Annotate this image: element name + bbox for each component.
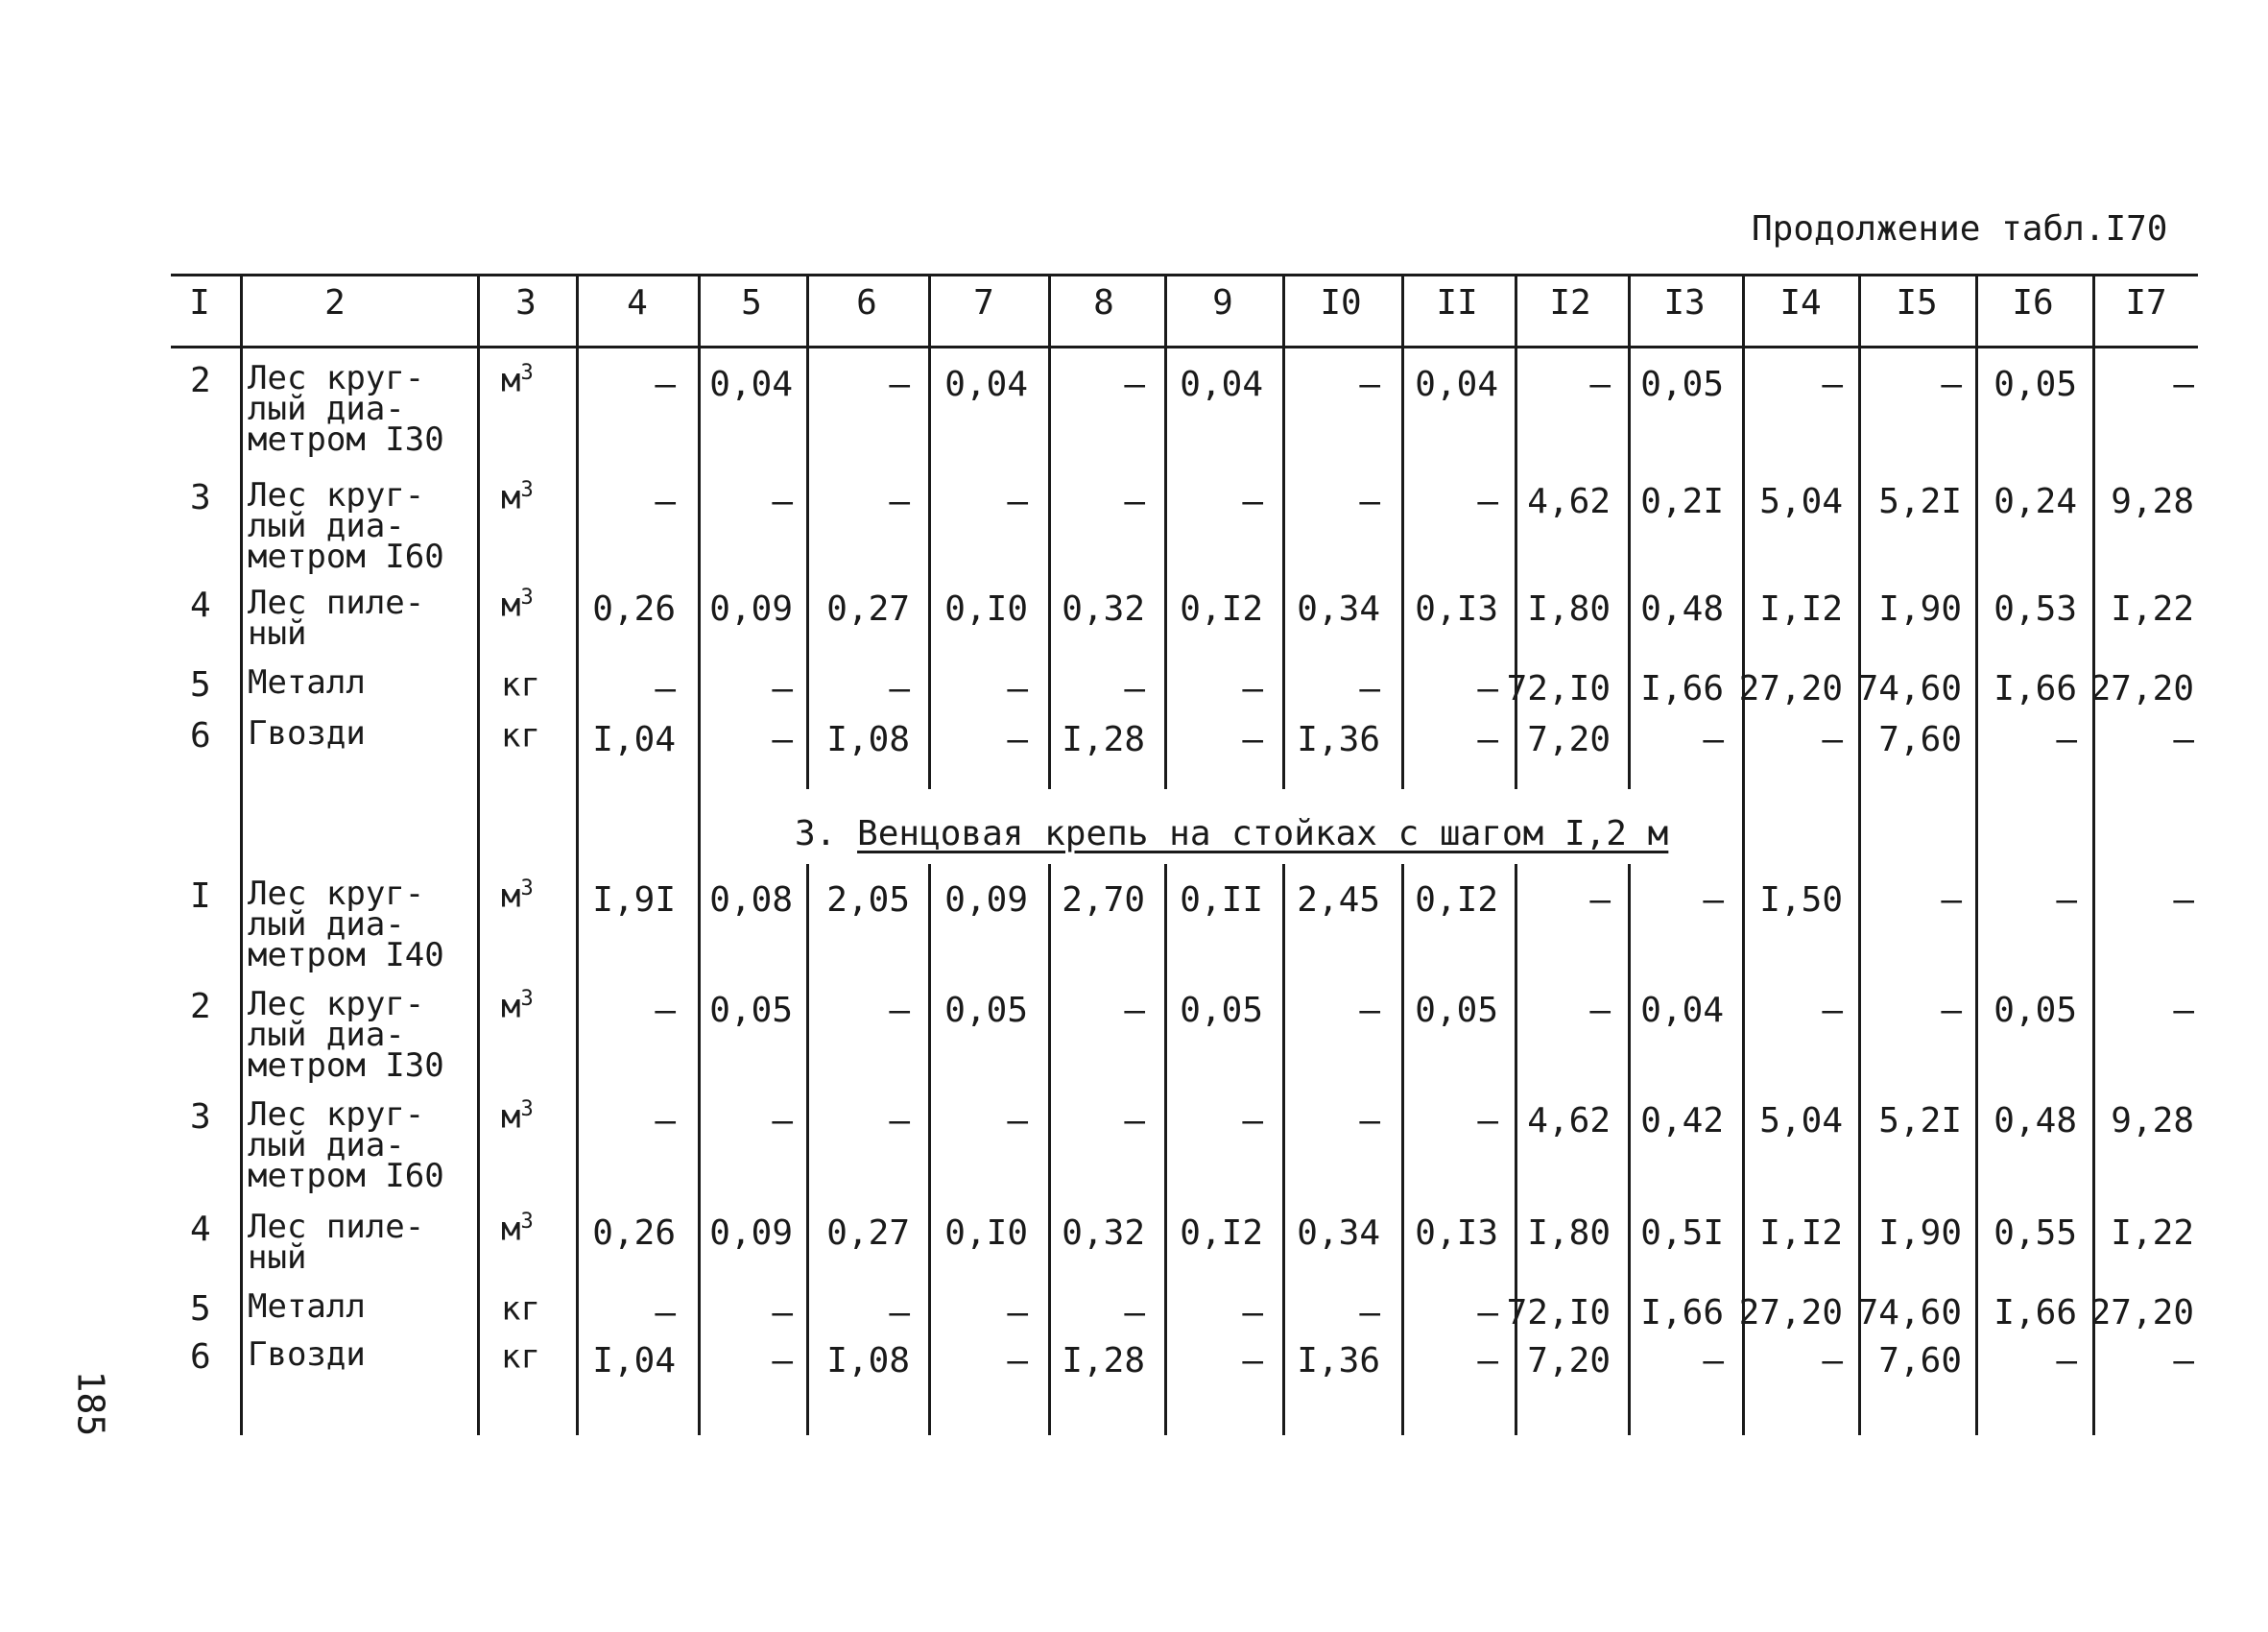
table-cell: –: [1359, 1101, 1380, 1140]
table-cell: –: [2173, 880, 2194, 920]
table-cell: 0,34: [1297, 1213, 1380, 1253]
unit-text: кг: [501, 1289, 540, 1329]
column-divider: [1858, 274, 1861, 1435]
row-number: I: [190, 876, 211, 916]
unit-label: [501, 361, 534, 399]
unit-text: м: [501, 586, 521, 625]
resource-name: Лес пиле- ный: [248, 584, 425, 653]
resource-name: Лес круг- лый диа- метром I60: [248, 1095, 444, 1195]
table-cell: –: [2056, 1341, 2077, 1380]
unit-text: кг: [501, 716, 540, 756]
table-top-rule: [171, 274, 2198, 276]
header-bottom-rule: [171, 346, 2198, 348]
table-cell: –: [1822, 720, 1843, 759]
column-header: I0: [1320, 283, 1362, 323]
table-cell: I,9I: [592, 880, 676, 920]
table-cell: –: [1007, 669, 1028, 708]
column-divider: [1515, 274, 1517, 789]
row-number: 6: [190, 716, 211, 756]
column-header: II: [1436, 283, 1478, 323]
table-cell: 0,08: [709, 880, 793, 920]
unit-label: [501, 1210, 534, 1248]
unit-text: м: [501, 478, 521, 517]
resource-name: Металл: [248, 1287, 366, 1326]
resource-name: Лес круг- лый диа- метром I30: [248, 985, 444, 1085]
table-cell: I,22: [2111, 589, 2194, 629]
table-cell: 27,20: [1738, 669, 1843, 708]
unit-label: [501, 478, 534, 516]
table-cell: –: [1589, 991, 1611, 1030]
unit-superscript: 3: [520, 987, 534, 1011]
table-cell: –: [772, 720, 793, 759]
table-cell: –: [772, 1341, 793, 1380]
resource-name: Гвозди: [248, 714, 366, 753]
table-cell: –: [1007, 482, 1028, 521]
section-title: [795, 814, 1668, 853]
table-cell: –: [1359, 482, 1380, 521]
table-cell: –: [1359, 991, 1380, 1030]
table-cell: –: [889, 365, 910, 404]
table-cell: I,22: [2111, 1213, 2194, 1253]
table-cell: 0,48: [1993, 1101, 2077, 1140]
table-cell: –: [655, 669, 676, 708]
table-cell: I,36: [1297, 1341, 1380, 1380]
column-divider: [1164, 274, 1167, 789]
column-header: I: [189, 283, 210, 323]
table-cell: 0,2I: [1640, 482, 1724, 521]
column-divider: [698, 274, 701, 1435]
table-cell: 72,I0: [1506, 1293, 1611, 1332]
resource-name: Лес круг- лый диа- метром I30: [248, 359, 444, 459]
unit-text: м: [501, 876, 521, 916]
table-cell: 5,04: [1759, 482, 1843, 521]
column-header: I7: [2125, 283, 2167, 323]
table-cell: 2,70: [1062, 880, 1145, 920]
table-cell: I,I2: [1759, 589, 1843, 629]
table-cell: 0,I0: [944, 1213, 1028, 1253]
table-cell: 0,05: [1640, 365, 1724, 404]
table-cell: –: [772, 669, 793, 708]
table-cell: –: [1477, 1293, 1498, 1332]
table-cell: –: [2056, 880, 2077, 920]
table-cell: 4,62: [1527, 1101, 1611, 1140]
table-cell: 74,60: [1857, 1293, 1962, 1332]
row-number: 5: [190, 665, 211, 705]
table-cell: –: [1124, 1293, 1145, 1332]
unit-text: кг: [501, 1337, 540, 1377]
table-cell: –: [1589, 365, 1611, 404]
column-divider: [1282, 274, 1285, 789]
table-cell: I,04: [592, 720, 676, 759]
table-cell: –: [655, 991, 676, 1030]
table-cell: –: [889, 1293, 910, 1332]
table-cell: I,36: [1297, 720, 1380, 759]
table-cell: –: [1007, 720, 1028, 759]
unit-text: м: [501, 1097, 521, 1137]
table-cell: 27,20: [2089, 1293, 2194, 1332]
table-cell: 0,04: [709, 365, 793, 404]
table-cell: I,66: [1640, 1293, 1724, 1332]
column-header: 5: [741, 283, 762, 323]
table-caption: Продолжение табл.I70: [1752, 209, 2168, 249]
row-number: 4: [190, 586, 211, 625]
table-cell: 72,I0: [1506, 669, 1611, 708]
table-cell: –: [1007, 1101, 1028, 1140]
column-header: 3: [515, 283, 537, 323]
unit-label: [501, 1289, 540, 1328]
table-cell: I,28: [1062, 720, 1145, 759]
table-cell: 0,26: [592, 1213, 676, 1253]
resource-name: Лес пиле- ный: [248, 1208, 425, 1277]
table-cell: 0,04: [944, 365, 1028, 404]
resource-name: Лес круг- лый диа- метром I40: [248, 875, 444, 974]
table-cell: 7,20: [1527, 1341, 1611, 1380]
table-cell: 5,04: [1759, 1101, 1843, 1140]
table-cell: –: [1007, 1341, 1028, 1380]
table-cell: –: [1242, 720, 1263, 759]
table-cell: I,66: [1640, 669, 1724, 708]
table-cell: I,28: [1062, 1341, 1145, 1380]
table-cell: –: [1359, 669, 1380, 708]
page-number: 185: [69, 1370, 112, 1437]
table-cell: I,08: [826, 720, 910, 759]
table-cell: –: [1242, 482, 1263, 521]
column-divider: [2092, 274, 2095, 1435]
unit-label: [501, 1337, 540, 1376]
table-cell: 5,2I: [1878, 1101, 1962, 1140]
table-cell: –: [1359, 365, 1380, 404]
column-divider: [1401, 274, 1404, 789]
table-cell: 0,27: [826, 1213, 910, 1253]
table-cell: –: [889, 1101, 910, 1140]
column-divider: [1628, 274, 1631, 789]
unit-label: [501, 1097, 534, 1136]
table-cell: I,80: [1527, 589, 1611, 629]
table-cell: –: [889, 482, 910, 521]
unit-superscript: 3: [520, 586, 534, 610]
row-number: 6: [190, 1337, 211, 1377]
table-cell: –: [1822, 1341, 1843, 1380]
table-cell: 0,04: [1180, 365, 1263, 404]
table-cell: –: [1124, 669, 1145, 708]
table-cell: –: [2173, 1341, 2194, 1380]
table-cell: –: [1242, 1341, 1263, 1380]
table-cell: –: [1477, 669, 1498, 708]
table-cell: 0,42: [1640, 1101, 1724, 1140]
table-cell: 74,60: [1857, 669, 1962, 708]
section-title-text: Венцовая крепь на стойках с шагом I,2 м: [857, 814, 1669, 853]
table-cell: 0,05: [709, 991, 793, 1030]
table-cell: –: [1124, 1101, 1145, 1140]
table-cell: I,I2: [1759, 1213, 1843, 1253]
table-cell: –: [655, 1101, 676, 1140]
table-cell: 0,27: [826, 589, 910, 629]
table-cell: –: [1242, 669, 1263, 708]
table-cell: –: [1822, 991, 1843, 1030]
column-header: I5: [1896, 283, 1938, 323]
table-cell: 9,28: [2111, 1101, 2194, 1140]
table-cell: 0,I3: [1415, 1213, 1498, 1253]
section-number: 3.: [795, 814, 837, 853]
table-cell: 0,53: [1993, 589, 2077, 629]
table-cell: 0,05: [1180, 991, 1263, 1030]
column-divider: [1975, 274, 1978, 1435]
table-cell: 0,04: [1415, 365, 1498, 404]
row-number: 2: [190, 987, 211, 1026]
table-cell: 0,05: [1415, 991, 1498, 1030]
column-header: I2: [1549, 283, 1591, 323]
unit-superscript: 3: [520, 876, 534, 900]
table-cell: –: [2173, 720, 2194, 759]
table-cell: –: [655, 1293, 676, 1332]
unit-label: [501, 586, 534, 624]
resource-name: Металл: [248, 663, 366, 702]
column-divider: [576, 274, 579, 1435]
table-cell: 0,04: [1640, 991, 1724, 1030]
table-cell: I,50: [1759, 880, 1843, 920]
column-header: 2: [324, 283, 346, 323]
table-cell: 0,05: [1993, 991, 2077, 1030]
row-number: 2: [190, 361, 211, 400]
table-cell: –: [772, 1101, 793, 1140]
table-cell: 0,26: [592, 589, 676, 629]
unit-text: м: [501, 1210, 521, 1249]
unit-label: [501, 987, 534, 1025]
table-cell: –: [772, 482, 793, 521]
table-cell: –: [1359, 1293, 1380, 1332]
table-cell: 0,05: [1993, 365, 2077, 404]
table-cell: 0,5I: [1640, 1213, 1724, 1253]
table-cell: –: [1589, 880, 1611, 920]
table-cell: –: [889, 669, 910, 708]
row-number: 5: [190, 1289, 211, 1329]
table-cell: 2,05: [826, 880, 910, 920]
column-header: 8: [1093, 283, 1114, 323]
unit-superscript: 3: [520, 361, 534, 385]
table-cell: –: [1242, 1293, 1263, 1332]
column-divider: [1048, 274, 1051, 789]
table-cell: –: [1124, 991, 1145, 1030]
table-cell: –: [1477, 1101, 1498, 1140]
table-cell: –: [1703, 720, 1724, 759]
table-cell: –: [1477, 720, 1498, 759]
table-cell: 9,28: [2111, 482, 2194, 521]
table-cell: –: [1941, 991, 1962, 1030]
table-cell: 0,I3: [1415, 589, 1498, 629]
column-header: I6: [2012, 283, 2054, 323]
table-cell: 0,32: [1062, 1213, 1145, 1253]
table-cell: –: [2056, 720, 2077, 759]
table-cell: 0,I2: [1415, 880, 1498, 920]
table-cell: 0,II: [1180, 880, 1263, 920]
table-cell: I,90: [1878, 1213, 1962, 1253]
table-cell: 0,05: [944, 991, 1028, 1030]
table-cell: –: [1703, 1341, 1724, 1380]
table-cell: –: [1941, 880, 1962, 920]
table-cell: 7,20: [1527, 720, 1611, 759]
table-cell: –: [889, 991, 910, 1030]
unit-label: [501, 716, 540, 755]
table-cell: 2,45: [1297, 880, 1380, 920]
table-cell: I,04: [592, 1341, 676, 1380]
column-divider: [806, 274, 809, 789]
unit-superscript: 3: [520, 1097, 534, 1121]
table-cell: 0,09: [709, 1213, 793, 1253]
row-number: 4: [190, 1210, 211, 1249]
table-cell: 0,09: [709, 589, 793, 629]
table-cell: –: [1007, 1293, 1028, 1332]
column-header: I3: [1663, 283, 1706, 323]
table-cell: 0,24: [1993, 482, 2077, 521]
row-number: 3: [190, 478, 211, 517]
table-cell: 0,55: [1993, 1213, 2077, 1253]
table-cell: 0,I2: [1180, 589, 1263, 629]
table-cell: –: [655, 365, 676, 404]
table-cell: 0,34: [1297, 589, 1380, 629]
table-cell: –: [1124, 365, 1145, 404]
table-cell: 0,I2: [1180, 1213, 1263, 1253]
row-number: 3: [190, 1097, 211, 1137]
column-header: I4: [1779, 283, 1822, 323]
table-cell: –: [1477, 482, 1498, 521]
column-header: 6: [856, 283, 877, 323]
unit-label: [501, 876, 534, 915]
unit-text: м: [501, 987, 521, 1026]
table-cell: –: [1124, 482, 1145, 521]
table-cell: –: [1822, 365, 1843, 404]
table-cell: 0,I0: [944, 589, 1028, 629]
column-header: 7: [973, 283, 994, 323]
table-cell: I,80: [1527, 1213, 1611, 1253]
table-cell: I,08: [826, 1341, 910, 1380]
table-cell: –: [2173, 365, 2194, 404]
table-cell: –: [1703, 880, 1724, 920]
table-cell: 5,2I: [1878, 482, 1962, 521]
column-divider: [928, 274, 931, 789]
unit-superscript: 3: [520, 478, 534, 502]
table-cell: 27,20: [1738, 1293, 1843, 1332]
column-header: 4: [627, 283, 648, 323]
column-divider: [240, 274, 243, 1435]
table-cell: I,66: [1993, 1293, 2077, 1332]
table-cell: –: [2173, 991, 2194, 1030]
table-cell: 0,48: [1640, 589, 1724, 629]
table-cell: I,66: [1993, 669, 2077, 708]
table-cell: –: [1941, 365, 1962, 404]
table-cell: 0,32: [1062, 589, 1145, 629]
column-header: 9: [1212, 283, 1233, 323]
table-cell: –: [655, 482, 676, 521]
table-cell: 27,20: [2089, 669, 2194, 708]
table-cell: I,90: [1878, 589, 1962, 629]
table-cell: 4,62: [1527, 482, 1611, 521]
column-divider: [1742, 274, 1745, 1435]
table-cell: 0,09: [944, 880, 1028, 920]
resource-name: Гвозди: [248, 1335, 366, 1374]
resource-name: Лес круг- лый диа- метром I60: [248, 476, 444, 576]
table-cell: –: [772, 1293, 793, 1332]
table-cell: –: [1477, 1341, 1498, 1380]
unit-superscript: 3: [520, 1210, 534, 1234]
unit-text: м: [501, 361, 521, 400]
unit-label: [501, 665, 540, 704]
table-cell: 7,60: [1878, 720, 1962, 759]
unit-text: кг: [501, 665, 540, 705]
table-cell: –: [1242, 1101, 1263, 1140]
table-cell: 7,60: [1878, 1341, 1962, 1380]
